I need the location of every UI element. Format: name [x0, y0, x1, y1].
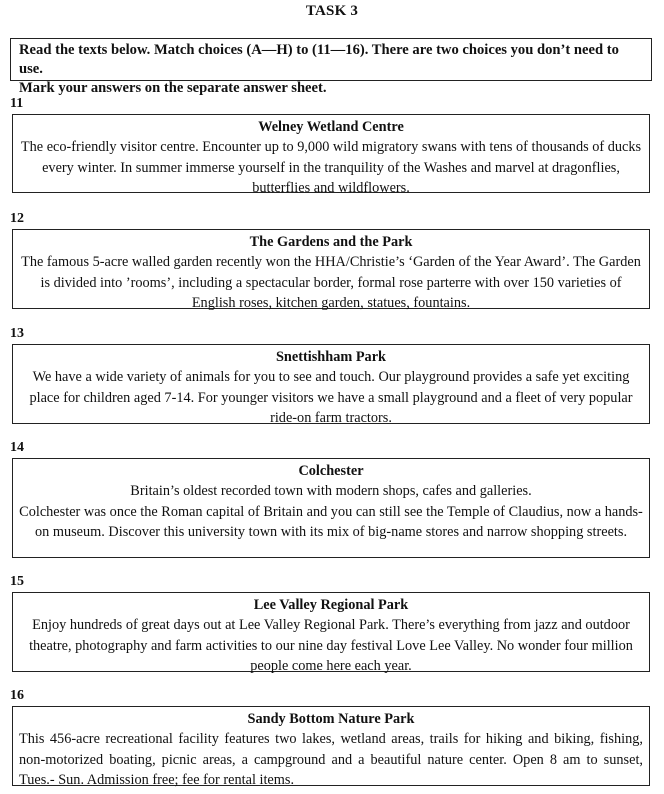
text-box-13	[12, 344, 650, 424]
text-title-14: Colchester	[298, 463, 364, 479]
text-box-12	[12, 229, 650, 309]
instructions-line-2: Mark your answers on the separate answer sheet.	[19, 80, 327, 96]
text-body-12: The famous 5-acre walled garden recently won the HHA/Christie’s ‘Garden of the Year Award’. The Garden is divided into ’rooms’, including a spectacular border, formal rose parterre with over 150 varieties of English roses, kitchen garden, statues, fountains.	[21, 254, 641, 311]
item-number-12: 12	[10, 211, 24, 226]
text-box-16	[12, 706, 650, 786]
text-body-14-line-2: Colchester was once the Roman capital of Britain and you can still see the Temple of Claudius, now a hands-on museum. Discover this university town with its mix of big-name stores and narrow shopping streets.	[19, 503, 643, 540]
text-title-15: Lee Valley Regional Park	[253, 597, 409, 613]
item-number-16: 16	[10, 688, 24, 703]
text-box-14	[12, 458, 650, 558]
item-number-15: 15	[10, 574, 24, 589]
text-body-16: This 456-acre recreational facility features two lakes, wetland areas, trails for hiking and biking, fishing, non-motorized boating, picnic areas, a campground and a beautiful nature center. Open 8 am to sunset, Tues.- Sun. Admission free; fee for rental items.	[19, 731, 643, 788]
text-title-16: Sandy Bottom Nature Park	[247, 711, 415, 727]
text-body-15: Enjoy hundreds of great days out at Lee Valley Regional Park. There’s everything from jazz and outdoor theatre, photography and farm activities to our nine day festival Love Lee Valley. No wonder four million people come here each year.	[29, 617, 633, 674]
instructions-line-1: Read the texts below. Match choices (A—H) to (11—16). There are two choices you don’t need to use.	[19, 42, 619, 77]
task-title: TASK 3	[305, 3, 359, 19]
text-box-11	[12, 114, 650, 196]
item-number-13: 13	[10, 326, 24, 341]
text-body-11: The eco-friendly visitor centre. Encounter up to 9,000 wild migratory swans with tens of thousands of ducks every winter. In summer immerse yourself in the tranquility of the Washes and marvel at dragonflies, butterflies and wildflowers.	[20, 139, 642, 196]
item-number-14: 14	[10, 440, 24, 455]
text-box-15	[12, 592, 650, 672]
instructions-box	[10, 38, 652, 96]
text-title-11: Welney Wetland Centre	[258, 119, 404, 135]
text-body-14-line-1: Britain’s oldest recorded town with modern shops, cafes and galleries.	[130, 483, 532, 500]
text-body-13: We have a wide variety of animals for you to see and touch. Our playground provides a safe yet exciting place for children aged 7-14. For younger visitors we have a small playground and a fleet of very popular ride-on farm tractors.	[29, 369, 633, 426]
text-title-13: Snettishham Park	[275, 349, 387, 365]
text-title-12: The Gardens and the Park	[249, 234, 413, 250]
item-number-11: 11	[10, 96, 24, 111]
